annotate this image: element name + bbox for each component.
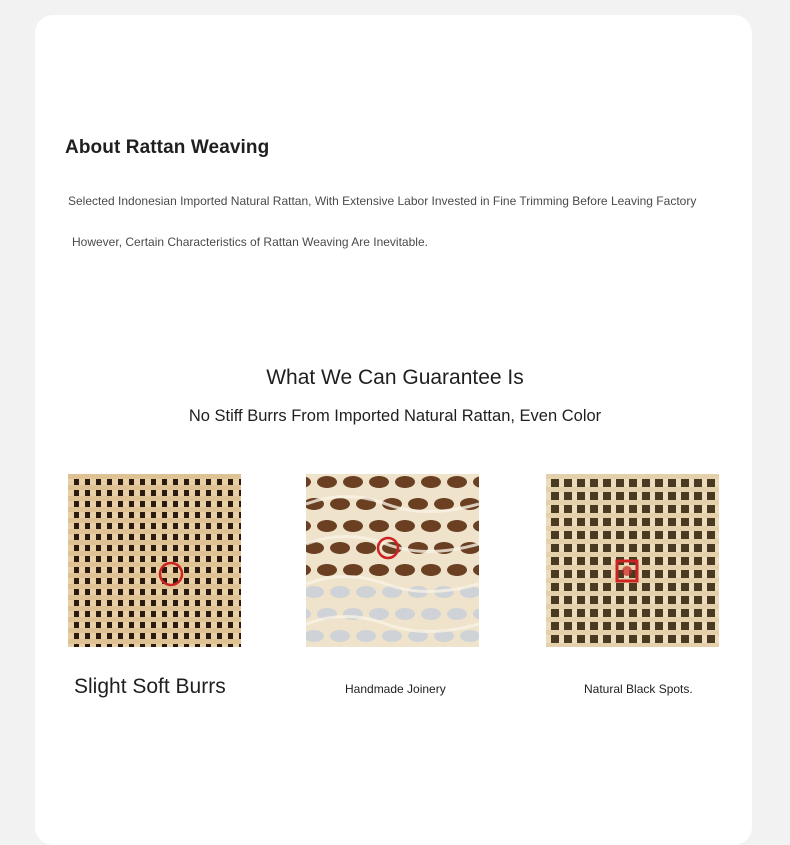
about-description-line-2: However, Certain Characteristics of Rattan Weaving Are Inevitable. bbox=[72, 235, 428, 249]
about-title: About Rattan Weaving bbox=[65, 137, 270, 158]
feature-caption-joinery: Handmade Joinery bbox=[345, 682, 446, 696]
rattan-hexagonal-weave-photo bbox=[306, 474, 479, 647]
about-description-line-1: Selected Indonesian Imported Natural Rattan, With Extensive Labor Invested in Fine Trimming Before Leaving Factory bbox=[68, 194, 697, 208]
guarantee-subtitle: No Stiff Burrs From Imported Natural Rattan, Even Color bbox=[188, 407, 602, 425]
feature-caption-spots: Natural Black Spots. bbox=[584, 682, 693, 696]
feature-caption-burrs: Slight Soft Burrs bbox=[74, 675, 226, 698]
rattan-square-weave-photo bbox=[68, 474, 241, 647]
rattan-grid-weave-photo bbox=[546, 474, 719, 647]
guarantee-title: What We Can Guarantee Is bbox=[266, 366, 524, 389]
